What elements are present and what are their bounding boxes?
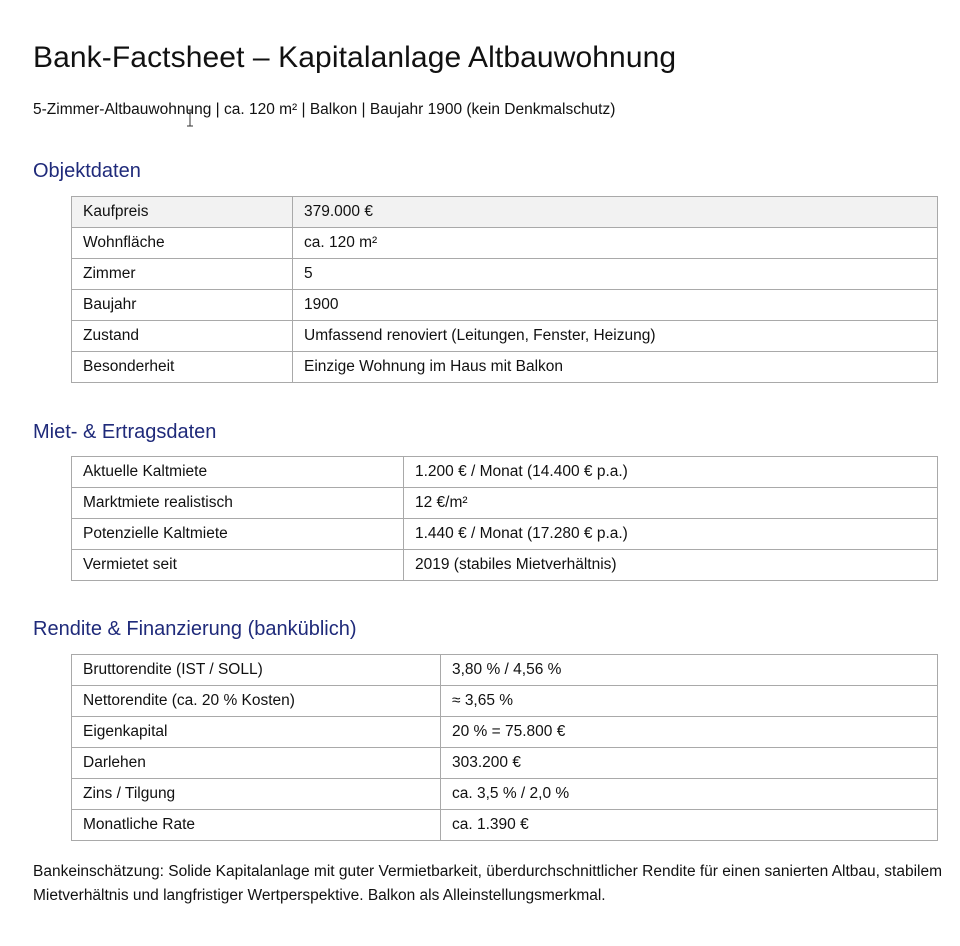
document-subtitle: 5-Zimmer-Altbauwohnung | ca. 120 m² | Balkon | Baujahr 1900 (kein Denkmalschutz): [33, 101, 616, 118]
row-label: Darlehen: [72, 748, 441, 779]
table-row: [72, 779, 938, 810]
section-heading-finanzierung: Rendite & Finanzierung (banküblich): [33, 618, 357, 640]
row-value: ≈ 3,65 %: [441, 686, 938, 717]
row-label: Aktuelle Kaltmiete: [72, 457, 404, 488]
row-value: 2019 (stabiles Mietverhältnis): [404, 550, 938, 581]
row-label: Baujahr: [72, 290, 293, 321]
row-label: Zimmer: [72, 259, 293, 290]
row-label: Wohnfläche: [72, 228, 293, 259]
table-row: [72, 321, 938, 352]
finanzierung-table: [71, 654, 938, 841]
row-value: 379.000 €: [293, 197, 938, 228]
row-value: 3,80 % / 4,56 %: [441, 655, 938, 686]
table-row: [72, 457, 938, 488]
bank-assessment-paragraph: Bankeinschätzung: Solide Kapitalanlage mit guter Vermietbarkeit, überdurchschnittlicher Rendite für einen sanierten Altbau, stabilem Mietverhältnis und langfristiger Wertperspektive. Balkon als Alleinstellungsmerkmal.: [33, 863, 942, 904]
table-row: [72, 810, 938, 841]
table-row: [72, 290, 938, 321]
table-row: [72, 655, 938, 686]
table-row: [72, 259, 938, 290]
table-row: [72, 228, 938, 259]
row-value: Umfassend renoviert (Leitungen, Fenster, Heizung): [293, 321, 938, 352]
row-value: 12 €/m²: [404, 488, 938, 519]
row-label: Zins / Tilgung: [72, 779, 441, 810]
row-label: Nettorendite (ca. 20 % Kosten): [72, 686, 441, 717]
row-value: ca. 3,5 % / 2,0 %: [441, 779, 938, 810]
table-row: [72, 197, 938, 228]
row-value: ca. 120 m²: [293, 228, 938, 259]
row-value: 5: [293, 259, 938, 290]
row-value: 20 % = 75.800 €: [441, 717, 938, 748]
table-row: [72, 550, 938, 581]
section-heading-objektdaten: Objektdaten: [33, 160, 141, 182]
row-label: Potenzielle Kaltmiete: [72, 519, 404, 550]
document-title: Bank-Factsheet – Kapitalanlage Altbauwohnung: [33, 41, 677, 74]
table-row: [72, 352, 938, 383]
table-row: [72, 686, 938, 717]
table-row: [72, 748, 938, 779]
row-label: Marktmiete realistisch: [72, 488, 404, 519]
section-heading-ertragsdaten: Miet- & Ertragsdaten: [33, 421, 217, 443]
row-value: 303.200 €: [441, 748, 938, 779]
ertragsdaten-table: [71, 456, 938, 581]
objektdaten-table: [71, 196, 938, 383]
row-label: Vermietet seit: [72, 550, 404, 581]
row-value: 1.440 € / Monat (17.280 € p.a.): [404, 519, 938, 550]
row-value: 1900: [293, 290, 938, 321]
text-cursor-icon: [186, 108, 194, 128]
table-row: [72, 717, 938, 748]
row-value: Einzige Wohnung im Haus mit Balkon: [293, 352, 938, 383]
row-value: 1.200 € / Monat (14.400 € p.a.): [404, 457, 938, 488]
row-label: Eigenkapital: [72, 717, 441, 748]
row-label: Monatliche Rate: [72, 810, 441, 841]
row-label: Zustand: [72, 321, 293, 352]
table-row: [72, 488, 938, 519]
row-label: Bruttorendite (IST / SOLL): [72, 655, 441, 686]
row-value: ca. 1.390 €: [441, 810, 938, 841]
table-row: [72, 519, 938, 550]
row-label: Kaufpreis: [72, 197, 293, 228]
row-label: Besonderheit: [72, 352, 293, 383]
